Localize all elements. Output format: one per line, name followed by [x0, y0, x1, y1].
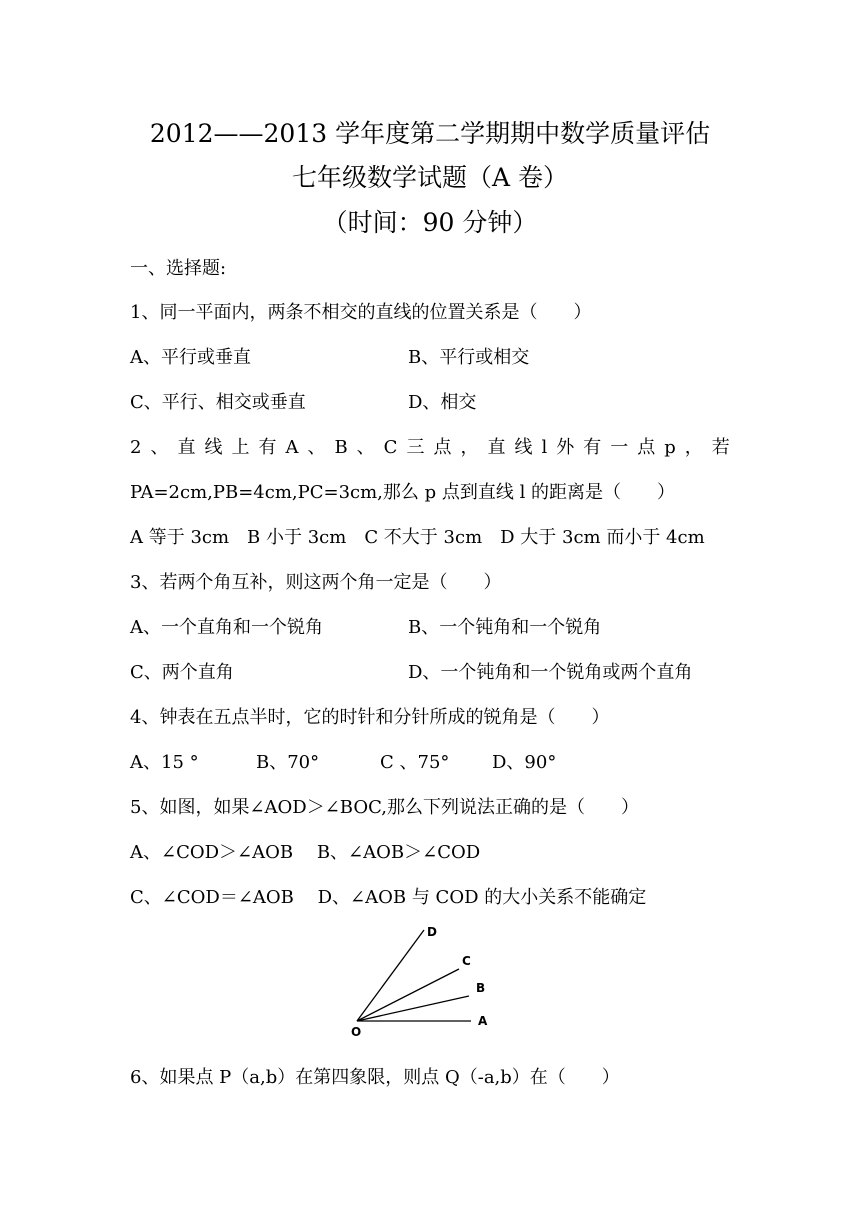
question-1-option-b: B、平行或相交	[408, 347, 530, 368]
question-4-option-b: B、70°	[256, 752, 320, 773]
exam-subtitle: 七年级数学试题（A 卷）	[291, 163, 568, 192]
label-d: D	[427, 925, 437, 939]
label-c: C	[462, 954, 471, 968]
ray-oc	[357, 969, 459, 1021]
question-5-stem: 5、如图，如果∠AOD＞∠BOC,那么下列说法正确的是（ ）	[130, 797, 639, 818]
ray-ob	[357, 996, 469, 1021]
label-a: A	[478, 1014, 488, 1028]
exam-time: （时间：90 分钟）	[322, 208, 538, 237]
label-b: B	[476, 981, 486, 995]
question-5-options-line2: C、∠COD＝∠AOB D、∠AOB 与 COD 的大小关系不能确定	[130, 887, 647, 908]
section-heading: 一、选择题:	[130, 258, 227, 279]
question-3-stem: 3、若两个角互补，则这两个角一定是（ ）	[130, 572, 502, 593]
question-2-stem-line2: PA=2cm,PB=4cm,PC=3cm,那么 p 点到直线 l 的距离是（ ）	[130, 482, 676, 503]
question-5-options-line1: A、∠COD＞∠AOB B、∠AOB＞∠COD	[130, 842, 481, 863]
question-2-stem-line1: 2、直线上有A、B、C三点，直线l外有一点p，若	[130, 437, 739, 458]
question-2-options: A 等于 3cm B 小于 3cm C 不大于 3cm D 大于 3cm 而小于 4cm	[130, 527, 705, 548]
question-3-option-d: D、一个钝角和一个锐角或两个直角	[408, 662, 693, 683]
angle-figure	[340, 918, 510, 1046]
question-1-option-a: A、平行或垂直	[130, 347, 251, 368]
question-6-stem: 6、如果点 P（a,b）在第四象限，则点 Q（-a,b）在（ ）	[130, 1067, 620, 1088]
question-1-option-c: C、平行、相交或垂直	[130, 392, 306, 413]
question-1-stem: 1、同一平面内，两条不相交的直线的位置关系是（ ）	[130, 302, 592, 323]
question-4-option-d: D、90°	[492, 752, 557, 773]
exam-title: 2012——2013 学年度第二学期期中数学质量评估	[149, 119, 711, 148]
question-3-option-c: C、两个直角	[130, 662, 234, 683]
question-4-option-c: C 、75°	[380, 752, 450, 773]
question-3-option-b: B、一个钝角和一个锐角	[408, 617, 602, 638]
question-1-option-d: D、相交	[408, 392, 477, 413]
question-3-option-a: A、一个直角和一个锐角	[130, 617, 323, 638]
label-o: O	[351, 1025, 362, 1039]
ray-od	[357, 930, 424, 1021]
question-4-stem: 4、钟表在五点半时，它的时针和分针所成的锐角是（ ）	[130, 707, 610, 728]
question-4-option-a: A、15 °	[130, 752, 199, 773]
